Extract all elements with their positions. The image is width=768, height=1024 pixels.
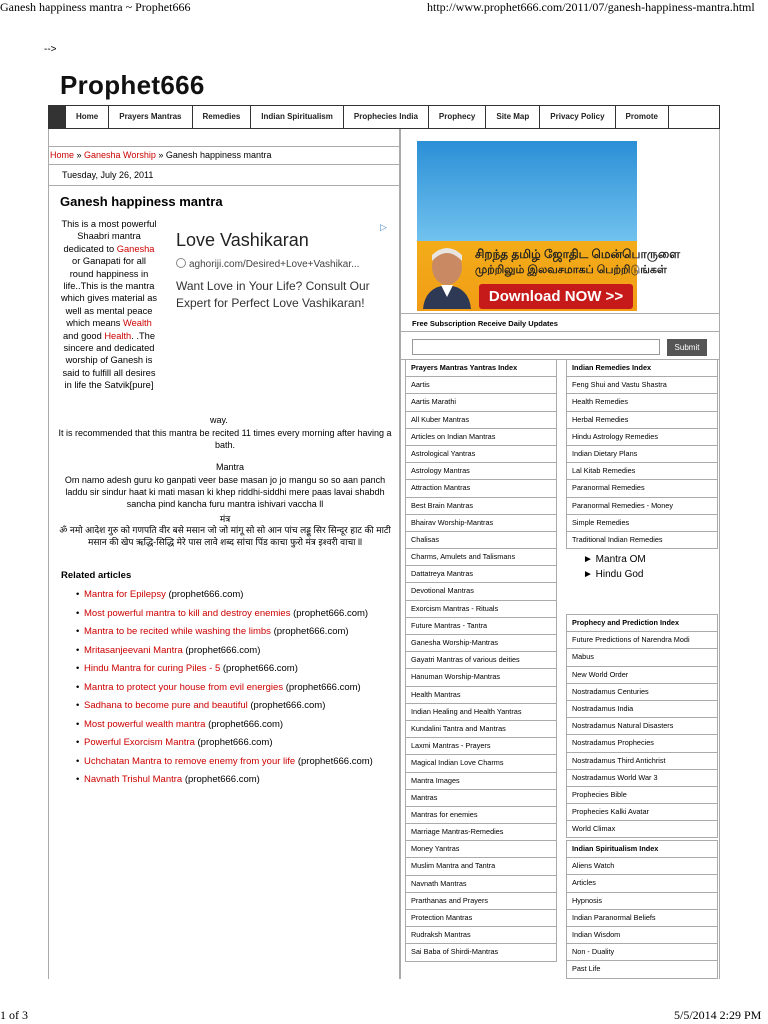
related-article-link[interactable]: Navnath Trishul Mantra — [84, 774, 183, 785]
index-link-mantra-images[interactable]: Mantra Images — [406, 772, 556, 789]
related-article-source: (prophet666.com) — [182, 644, 261, 656]
related-article-source: (prophet666.com) — [290, 607, 369, 619]
index-link-simple-remedies[interactable]: Simple Remedies — [567, 514, 717, 531]
index-link-marriage-mantras-remedies[interactable]: Marriage Mantras-Remedies — [406, 823, 556, 840]
index-link-ganesha-worship-mantras[interactable]: Ganesha Worship-Mantras — [406, 634, 556, 651]
related-articles-heading: Related articles — [61, 570, 132, 581]
text-advertisement[interactable] — [168, 222, 390, 320]
ad-person-image — [421, 243, 473, 309]
mantra-hindi-heading: मंत्र — [219, 514, 231, 524]
related-article-link[interactable]: Mritasanjeevani Mantra — [84, 644, 183, 656]
index-link-new-world-order[interactable]: New World Order — [567, 666, 717, 683]
divider — [400, 313, 720, 314]
related-article-item — [76, 737, 394, 750]
index-link-navnath-mantras[interactable]: Navnath Mantras — [406, 875, 556, 892]
index-link-nostradamus-natural-disasters[interactable]: Nostradamus Natural Disasters — [567, 717, 717, 734]
intro-text: or Ganapati for all round happiness in life..This is the mantra which gives material as well as mental peace which means — [60, 256, 158, 329]
index-link-world-climax[interactable]: World Climax — [567, 820, 717, 837]
breadcrumb-separator: » — [155, 150, 166, 160]
wealth-link[interactable]: Wealth — [123, 318, 152, 329]
ad-url-text: aghoriji.com/Desired+Love+Vashikar... — [189, 259, 360, 270]
adchoices-icon[interactable]: ▷ — [380, 222, 387, 232]
ad-location-icon — [176, 258, 186, 268]
banner-advertisement[interactable] — [417, 141, 681, 311]
related-article-source: (prophet666.com) — [182, 774, 260, 785]
index-link-astrological-yantras[interactable]: Astrological Yantras — [406, 445, 556, 462]
index-link-magical-indian-love-charms[interactable]: Magical Indian Love Charms — [406, 754, 556, 771]
prophecy-index — [566, 614, 718, 838]
mantra-hindi-text: ॐ नमो आदेश गुरु को गणपति वीर बसे मसान जो जो मांगू सो सो आन पांच लड्डू सिर सिन्दूर हाट की माटी मसान की खेप ऋद्धि-सिद्धि मेरे पास लावे शब्द सांचा पिंड काचा फुरो मंत्र इश्वरी वाचा ll — [59, 525, 391, 547]
related-article-source: (prophet666.com) — [205, 718, 284, 730]
index-heading: Indian Spiritualism Index — [567, 840, 717, 857]
ad-url[interactable] — [176, 258, 359, 270]
divider — [400, 331, 720, 332]
nav-home[interactable]: Home — [66, 106, 109, 128]
related-article-source: (prophet666.com) — [270, 626, 349, 637]
index-link-nostradamus-prophecies[interactable]: Nostradamus Prophecies — [567, 734, 717, 751]
index-link-bhairav-worship-mantras[interactable]: Bhairav Worship-Mantras — [406, 514, 556, 531]
index-link-paranormal-remedies-money[interactable]: Paranormal Remedies - Money — [567, 497, 717, 514]
intro-text: and good — [62, 330, 105, 341]
index-link-non-duality[interactable]: Non - Duality — [567, 943, 717, 960]
mantra-om-link[interactable]: ► Mantra OM — [583, 554, 646, 565]
related-article-source: (prophet666.com) — [283, 681, 361, 693]
related-article-link[interactable]: Hindu Mantra for curing Piles - 5 — [84, 663, 221, 674]
index-link-dattatreya-mantras[interactable]: Dattatreya Mantras — [406, 565, 556, 582]
related-article-item — [76, 645, 394, 658]
ad-body: Want Love in Your Life? Consult Our Expert for Perfect Love Vashikaran! — [176, 279, 370, 310]
nav-prophecies-india[interactable]: Prophecies India — [344, 106, 429, 128]
index-link-rudraksh-mantras[interactable]: Rudraksh Mantras — [406, 926, 556, 943]
mantra-text: Om namo adesh guru ko ganpati veer base masan jo jo mangu so so aan panch laddu sir sindur haat ki mati masan ki khep riddhi-siddhi mere paas lavai shabdh sancha pind kancha furu mantra ishivari vaccha ll — [64, 475, 386, 509]
index-link-money-yantras[interactable]: Money Yantras — [406, 840, 556, 857]
related-article-item — [76, 719, 394, 732]
index-link-feng-shui-and-vastu-shastra[interactable]: Feng Shui and Vastu Shastra — [567, 376, 717, 393]
index-link-kundalini-tantra-and-mantras[interactable]: Kundalini Tantra and Mantras — [406, 720, 556, 737]
index-heading: Prayers Mantras Yantras Index — [406, 359, 556, 376]
print-page-url: http://www.prophet666.com/2011/07/ganesh-happiness-mantra.html — [427, 0, 755, 14]
index-link-devotional-mantras[interactable]: Devotional Mantras — [406, 582, 556, 599]
index-link-lal-kitab-remedies[interactable]: Lal Kitab Remedies — [567, 462, 717, 479]
nav-site-map[interactable]: Site Map — [486, 106, 540, 128]
ad-tamil-line-2: முற்றிலும் இலவசமாகப் பெற்றிடுங்கள் — [475, 264, 667, 276]
nav-prophecy[interactable]: Prophecy — [429, 106, 486, 128]
ad-banner-sky — [417, 141, 637, 241]
nav-privacy-policy[interactable]: Privacy Policy — [540, 106, 615, 128]
related-article-link[interactable]: Sadhana to become pure and beautiful — [84, 700, 248, 711]
divider — [48, 146, 400, 147]
index-link-astrology-mantras[interactable]: Astrology Mantras — [406, 462, 556, 479]
intro-text: This is a most powerful Shaabri mantra dedicated to — [61, 219, 157, 254]
index-link-charms-amulets-and-talismans[interactable]: Charms, Amulets and Talismans — [406, 548, 556, 565]
related-article-source: (prophet666.com) — [220, 663, 298, 674]
hindu-god-link[interactable]: ► Hindu God — [583, 569, 644, 580]
index-heading: Prophecy and Prediction Index — [567, 614, 717, 631]
divider — [48, 164, 400, 165]
nav-indian-spiritualism[interactable]: Indian Spiritualism — [251, 106, 344, 128]
index-link-health-mantras[interactable]: Health Mantras — [406, 686, 556, 703]
related-article-link[interactable]: Mantra to protect your house from evil energies — [84, 681, 284, 693]
index-link-aliens-watch[interactable]: Aliens Watch — [567, 857, 717, 874]
index-link-future-mantras-tantra[interactable]: Future Mantras - Tantra — [406, 617, 556, 634]
related-article-item — [76, 663, 394, 676]
index-link-mabus[interactable]: Mabus — [567, 648, 717, 665]
ad-tamil-line-1: சிறந்த தமிழ் ஜோதிட மென்பொருளை — [475, 247, 681, 261]
related-article-source: (prophet666.com) — [165, 589, 244, 600]
main-navigation — [48, 105, 720, 129]
index-link-mantras-for-enemies[interactable]: Mantras for enemies — [406, 806, 556, 823]
ganesha-link[interactable]: Ganesha — [116, 243, 155, 254]
divider — [48, 185, 400, 186]
related-article-link[interactable]: Most powerful wealth mantra — [84, 718, 206, 730]
related-articles-list — [76, 589, 394, 793]
subscribe-submit-button[interactable]: Submit — [667, 339, 707, 356]
recommendation-text: It is recommended that this mantra be recited 11 times every morning after having a bath. — [58, 428, 392, 450]
nav-prayers-mantras[interactable]: Prayers Mantras — [109, 106, 192, 128]
index-link-nostradamus-india[interactable]: Nostradamus India — [567, 700, 717, 717]
index-link-prophecies-bible[interactable]: Prophecies Bible — [567, 786, 717, 803]
index-link-articles[interactable]: Articles — [567, 874, 717, 891]
ad-download-button[interactable]: Download NOW >> — [479, 284, 633, 309]
ad-headline[interactable]: Love Vashikaran — [176, 230, 309, 250]
intro-text: . .The sincere and dedicated worship of Ganesh is said to fulfill all desires in life the Satvik[pure] — [62, 330, 156, 391]
breadcrumb-home-link[interactable]: Home — [50, 150, 75, 160]
stray-comment-text: --> — [44, 44, 57, 55]
related-article-item — [76, 774, 394, 787]
nav-remedies[interactable]: Remedies — [193, 106, 252, 128]
subscription-email-input[interactable] — [412, 339, 660, 355]
index-link-prarthanas-and-prayers[interactable]: Prarthanas and Prayers — [406, 892, 556, 909]
index-link-traditional-indian-remedies[interactable]: Traditional Indian Remedies — [567, 531, 717, 548]
index-link-herbal-remedies[interactable]: Herbal Remedies — [567, 411, 717, 428]
index-link-aartis-marathi[interactable]: Aartis Marathi — [406, 393, 556, 410]
index-link-hindu-astrology-remedies[interactable]: Hindu Astrology Remedies — [567, 428, 717, 445]
print-datetime: 5/5/2014 2:29 PM — [674, 1008, 762, 1022]
nav-promote[interactable]: Promote — [616, 106, 669, 128]
index-link-mantras[interactable]: Mantras — [406, 789, 556, 806]
index-link-nostradamus-centuries[interactable]: Nostradamus Centuries — [567, 683, 717, 700]
related-article-item — [76, 682, 394, 695]
related-article-link[interactable]: Powerful Exorcism Mantra — [84, 737, 195, 748]
index-link-hypnosis[interactable]: Hypnosis — [567, 892, 717, 909]
index-link-sai-baba-of-shirdi-mantras[interactable]: Sai Baba of Shirdi-Mantras — [406, 943, 556, 960]
index-link-protection-mantras[interactable]: Protection Mantras — [406, 909, 556, 926]
related-article-link[interactable]: Mantra to be recited while washing the limbs — [84, 626, 271, 637]
index-link-future-predictions-of-narendra-modi[interactable]: Future Predictions of Narendra Modi — [567, 631, 717, 648]
print-page-title: Ganesh happiness mantra ~ Prophet666 — [0, 0, 191, 14]
related-article-link[interactable]: Mantra for Epilepsy — [84, 589, 166, 600]
related-article-source: (prophet666.com) — [194, 737, 273, 748]
indian-spiritualism-index — [566, 840, 718, 979]
related-article-item — [76, 608, 394, 621]
index-link-muslim-mantra-and-tantra[interactable]: Muslim Mantra and Tantra — [406, 857, 556, 874]
index-heading: Indian Remedies Index — [567, 359, 717, 376]
index-link-indian-wisdom[interactable]: Indian Wisdom — [567, 926, 717, 943]
site-title[interactable]: Prophet666 — [60, 70, 205, 100]
post-date: Tuesday, July 26, 2011 — [62, 170, 154, 180]
index-link-exorcism-mantras-rituals[interactable]: Exorcism Mantras - Rituals — [406, 600, 556, 617]
related-article-item — [76, 700, 394, 713]
breadcrumb-category-link[interactable]: Ganesha Worship — [84, 150, 156, 160]
prayers-mantras-index — [405, 359, 557, 962]
index-link-chalisas[interactable]: Chalisas — [406, 531, 556, 548]
related-article-item — [76, 626, 394, 639]
index-link-laxmi-mantras-prayers[interactable]: Laxmi Mantras - Prayers — [406, 737, 556, 754]
post-title[interactable]: Ganesh happiness mantra — [60, 194, 223, 209]
index-link-gayatri-mantras-of-various-deities[interactable]: Gayatri Mantras of various deities — [406, 651, 556, 668]
post-intro — [60, 218, 158, 392]
breadcrumb-separator: » — [74, 150, 85, 160]
related-article-link[interactable]: Most powerful mantra to kill and destroy enemies — [84, 607, 291, 619]
subscription-label: Free Subscription Receive Daily Updates — [412, 319, 558, 328]
index-link-prophecies-kalki-avatar[interactable]: Prophecies Kalki Avatar — [567, 803, 717, 820]
index-link-attraction-mantras[interactable]: Attraction Mantras — [406, 479, 556, 496]
index-link-past-life[interactable]: Past Life — [567, 960, 717, 977]
promo-links — [566, 552, 720, 612]
breadcrumb — [50, 150, 272, 160]
indian-remedies-index — [566, 359, 718, 549]
breadcrumb-current: Ganesh happiness mantra — [165, 150, 272, 160]
index-link-indian-healing-and-health-yantras[interactable]: Indian Healing and Health Yantras — [406, 703, 556, 720]
related-article-item — [76, 589, 394, 602]
index-link-paranormal-remedies[interactable]: Paranormal Remedies — [567, 479, 717, 496]
index-link-health-remedies[interactable]: Health Remedies — [567, 393, 717, 410]
intro-continuation: way. — [210, 415, 228, 425]
related-article-source: (prophet666.com) — [295, 755, 373, 767]
index-link-indian-paranormal-beliefs[interactable]: Indian Paranormal Beliefs — [567, 909, 717, 926]
health-link[interactable]: Health — [104, 330, 132, 341]
related-article-item — [76, 756, 394, 769]
print-page-number: 1 of 3 — [0, 1008, 28, 1022]
related-article-source: (prophet666.com) — [247, 700, 326, 711]
mantra-heading: Mantra — [215, 462, 244, 472]
index-link-indian-dietary-plans[interactable]: Indian Dietary Plans — [567, 445, 717, 462]
related-article-link[interactable]: Uchchatan Mantra to remove enemy from your life — [84, 755, 296, 767]
index-link-all-kuber-mantras[interactable]: All Kuber Mantras — [406, 411, 556, 428]
index-link-best-brain-mantras[interactable]: Best Brain Mantras — [406, 497, 556, 514]
index-link-nostradamus-third-antichrist[interactable]: Nostradamus Third Antichrist — [567, 752, 717, 769]
index-link-nostradamus-world-war-3[interactable]: Nostradamus World War 3 — [567, 769, 717, 786]
index-link-hanuman-worship-mantras[interactable]: Hanuman Worship-Mantras — [406, 668, 556, 685]
index-link-aartis[interactable]: Aartis — [406, 376, 556, 393]
index-link-articles-on-indian-mantras[interactable]: Articles on Indian Mantras — [406, 428, 556, 445]
